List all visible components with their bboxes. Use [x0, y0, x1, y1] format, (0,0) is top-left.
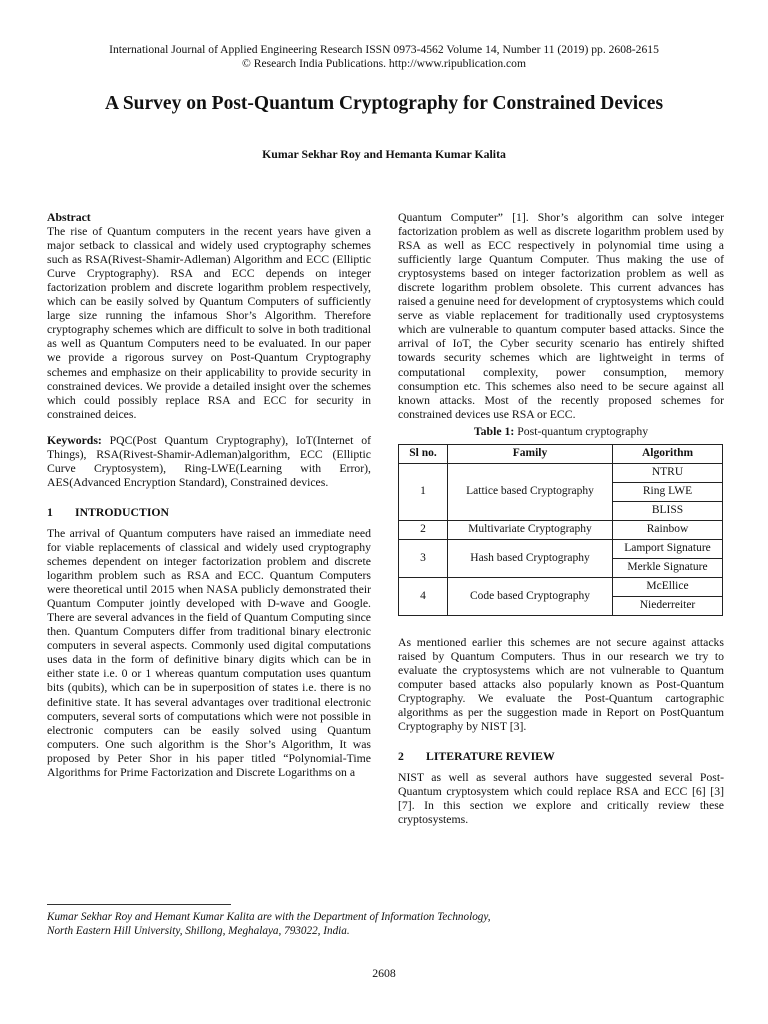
table-row: [399, 463, 723, 482]
table-caption: [398, 425, 724, 439]
cell-sl: 3: [399, 539, 448, 577]
journal-header-line2: © Research India Publications. http://www.ripublication.com: [242, 57, 526, 70]
abstract-text: The rise of Quantum computers in the recent years have given a major setback to classical and widely used cryptography schemes such as RSA(Rivest-Shamir-Adleman) Algorithm and ECC (Elliptic Curve Cryptography). RSA and ECC depends on integer factorization problem and discrete logarithm problem respectively, which can be easily solved by Quantum Computers of sufficiently large size running the infamous Shor’s Algorithm. Therefore cryptography schemes which are difficult to solve in both traditional as well as Quantum Computers need to be evaluated. In our paper we provide a rigorous survey on Post-Quantum Cryptography schemes and emphasize on their applicability to provide security in constrained devices. We provide a detailed insight over the schemes which could possibly replace RSA and ECC for security in constrained deices.: [47, 225, 371, 421]
cell-family: Lattice based Cryptography: [448, 463, 613, 520]
table-caption-text: Post-quantum cryptography: [514, 424, 649, 438]
keywords-label: Keywords:: [47, 433, 102, 447]
table-caption-label: Table 1:: [473, 424, 515, 438]
paper-title: A Survey on Post-Quantum Cryptography for Constrained Devices: [104, 93, 664, 114]
table-row: [399, 577, 723, 596]
section-introduction-heading: [47, 506, 371, 520]
header-algorithm: Algorithm: [613, 444, 723, 463]
table-row: [399, 539, 723, 558]
footnote-line2: North Eastern Hill University, Shillong, Meghalaya, 793022, India.: [47, 925, 350, 937]
section-number: 2: [398, 750, 404, 764]
left-column: [47, 211, 371, 780]
introduction-text: The arrival of Quantum computers have raised an immediate need for viable replacements of classical and widely used cryptography schemes dependent on integer factorization problem and discrete logarithm problem such as RSA and ECC. Quantum Computers were theoretical until 2015 when NASA publicly demonstrated their Quantum Computer jointly developed with D-wave and Google. There are several advances in the field of Quantum Computing since then. Quantum Computers differ from traditional binary electronic computers in several aspects. Commonly used digital computations uses data in the form of definitive binary digits which can be in either state i.e. 0 or 1 whereas quantum computation uses quantum bits (qubits), which can be in superposition of states i.e. there is no definitive state. It has several advantages over traditional electronic computers, several sorts of computations which were not possible in electronic computers can be easily solved using Quantum computers. One such algorithm is the Shor’s Algorithm, It was proposed by Peter Shor in his paper titled “Polynomial-Time Algorithms for Prime Factorization and Discrete Logarithms on a: [47, 526, 371, 779]
section-number: 1: [47, 505, 53, 519]
abstract-heading: Abstract: [47, 211, 91, 224]
after-table-text: As mentioned earlier this schemes are not secure against attacks raised by Quantum Computers. Thus in our research we try to evaluate the cryptosystems which are not vulnerable to Quantum computer based attacks also popularly known as Post-Quantum Cryptography. We evaluate the Post-Quantum cartographic algorithms as per the suggestion made in Report on PostQuantum Cryptography by NIST [3].: [398, 635, 724, 734]
header-family: Family: [448, 444, 613, 463]
table-header-row: [399, 444, 723, 463]
footnote: [47, 910, 727, 938]
journal-header-line1: International Journal of Applied Engineering Research ISSN 0973-4562 Volume 14, Number 11 (2019) pp. 2608-2615: [109, 43, 659, 56]
cell-family: Multivariate Cryptography: [448, 520, 613, 539]
section-title: LITERATURE REVIEW: [426, 750, 555, 764]
cell-algorithm: Lamport Signature: [613, 539, 723, 558]
cell-algorithm: Merkle Signature: [613, 558, 723, 577]
literature-text: NIST as well as several authors have suggested several Post-Quantum cryptosystem which could replace RSA and ECC [6] [3] [7]. In this section we explore and critically review these cryptosystems.: [398, 771, 724, 827]
introduction-continued: Quantum Computer” [1]. Shor’s algorithm can solve integer factorization problem as well as discrete logarithm problem used by RSA as well as ECC respectively in polynomial time using a sufficiently large Quantum Computer. Thus making the use of cryptosystems based on integer factorization problem as well as discrete logarithm problem obsolete. This current advances has raised a genuine need for development of cryptosystems which could serve as viable replacement for traditionally used cryptosystems which are vulnerable to quantum computer based attacks. Since the arrival of IoT, the Cyber security scenario has entirely shifted towards security schemes which are lightweight in terms of computational complexity, power consumption, memory consumption etc. This schemes also need to be secure against all known attacks. Most of the recently proposed schemes for constrained devices use RSA or ECC.: [398, 211, 724, 421]
page-number: 2608: [372, 966, 396, 980]
cell-sl: 4: [399, 577, 448, 615]
paper-authors: Kumar Sekhar Roy and Hemanta Kumar Kalita: [262, 147, 506, 161]
footnote-rule: [47, 904, 231, 905]
cell-algorithm: BLISS: [613, 501, 723, 520]
cell-algorithm: McEllice: [613, 577, 723, 596]
journal-header: [0, 43, 768, 71]
cell-algorithm: NTRU: [613, 463, 723, 482]
cell-sl: 1: [399, 463, 448, 520]
cell-algorithm: Ring LWE: [613, 482, 723, 501]
keywords-text: PQC(Post Quantum Cryptography), IoT(Internet of Things), RSA(Rivest-Shamir-Adleman)algorithm, ECC (Elliptic Curve Cryptosystem), Ring-LWE(Learning with Error), AES(Advanced Encryption Standard), Constrained devices.: [47, 433, 371, 489]
cell-family: Hash based Cryptography: [448, 539, 613, 577]
section-title: INTRODUCTION: [75, 505, 170, 519]
cell-family: Code based Cryptography: [448, 577, 613, 615]
cell-sl: 2: [399, 520, 448, 539]
pqc-table: [398, 444, 723, 616]
cell-algorithm: Rainbow: [613, 520, 723, 539]
header-sl: Sl no.: [399, 444, 448, 463]
footnote-line1: Kumar Sekhar Roy and Hemant Kumar Kalita are with the Department of Information Technology,: [47, 911, 491, 923]
table-row: [399, 520, 723, 539]
right-column: [398, 211, 724, 827]
section-literature-heading: [398, 750, 724, 764]
keywords-paragraph: [47, 434, 371, 490]
cell-algorithm: Niederreiter: [613, 596, 723, 615]
